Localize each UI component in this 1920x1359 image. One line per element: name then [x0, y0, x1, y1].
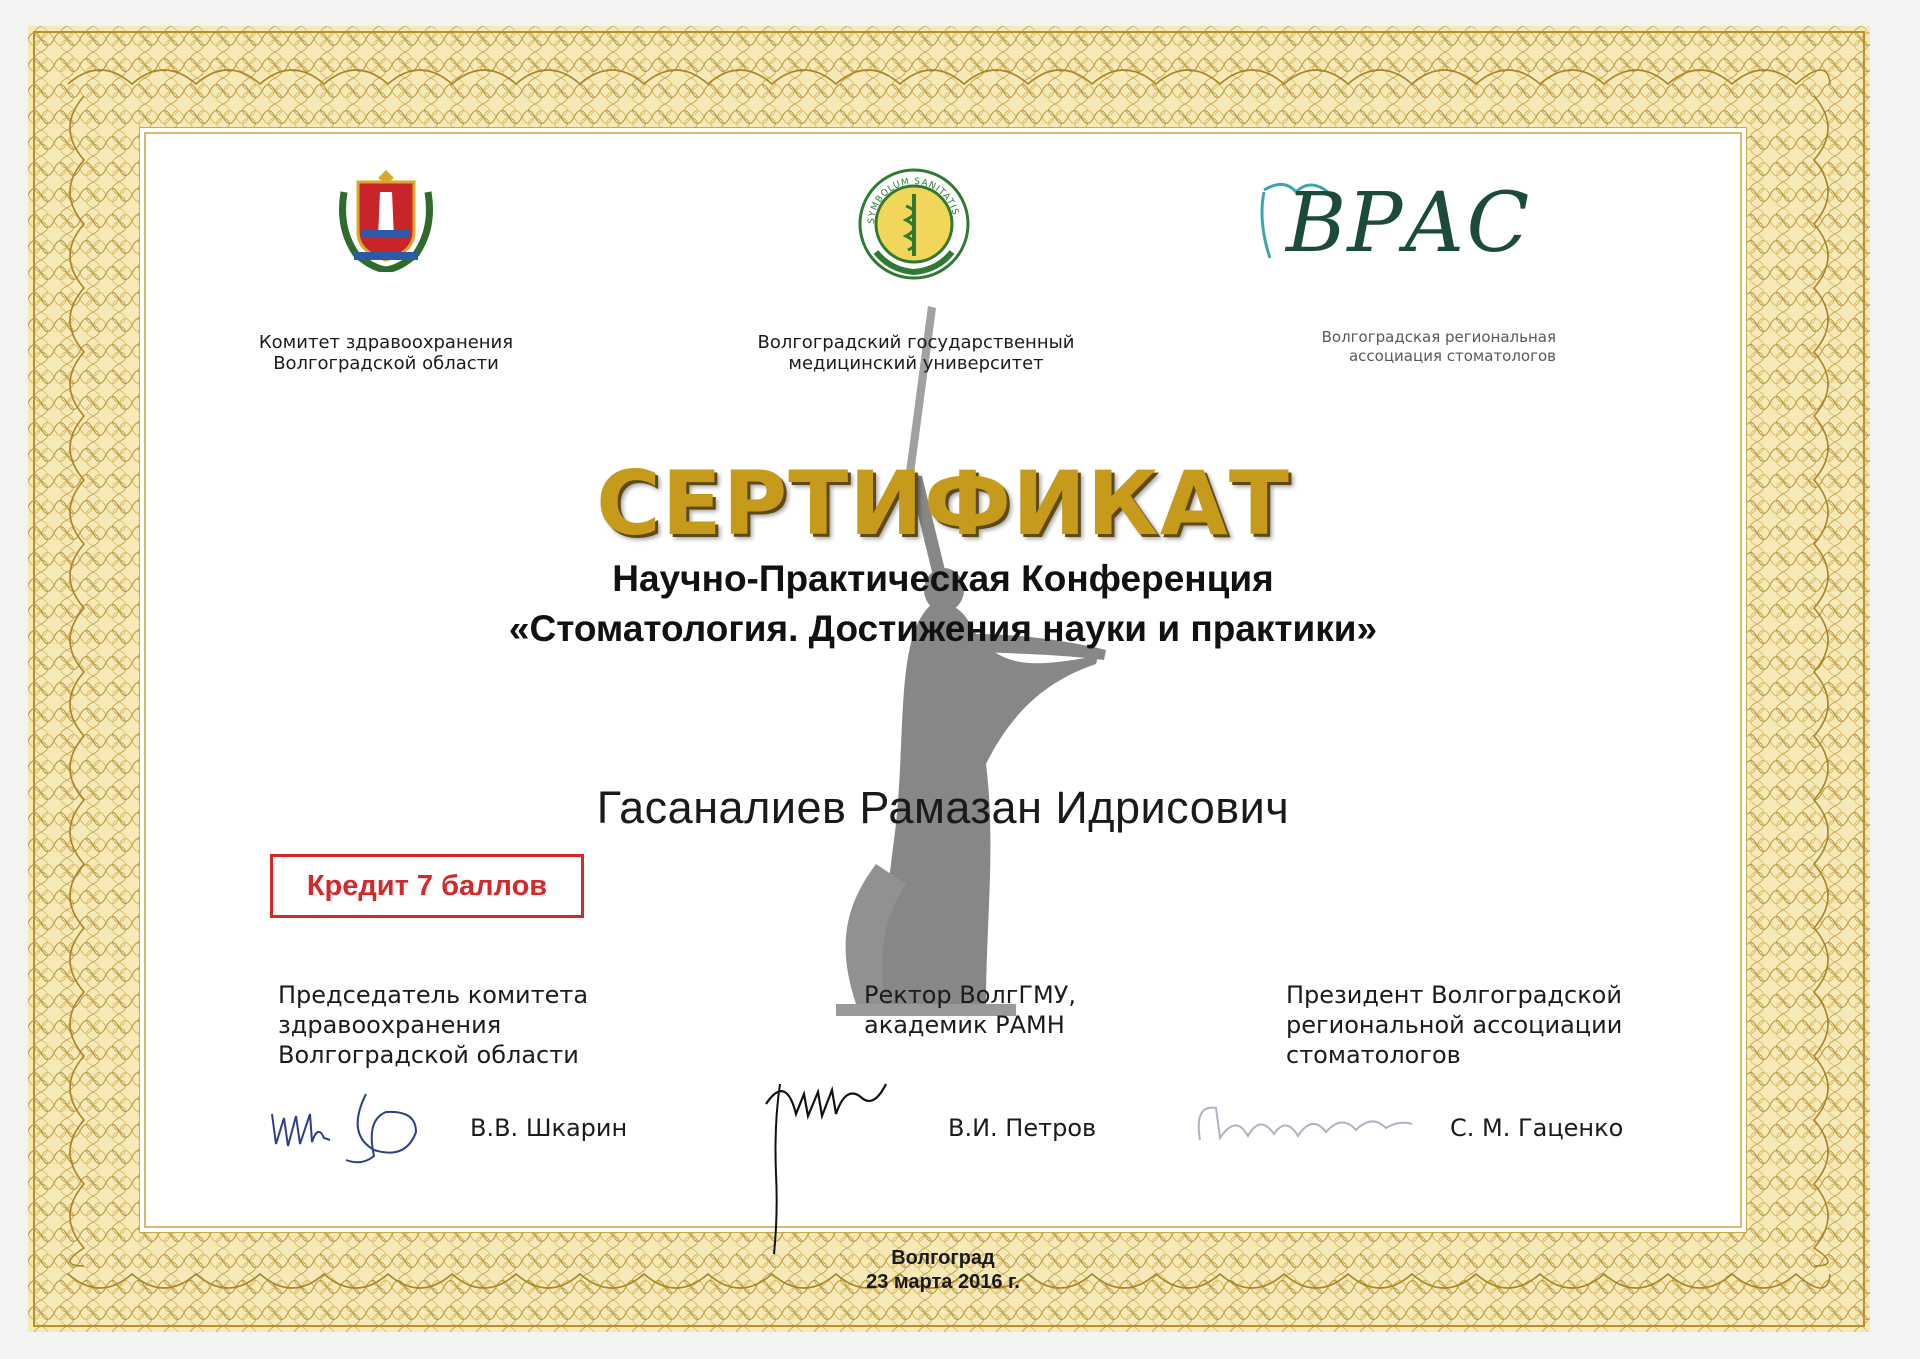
signatory-2-name: В.И. Петров	[948, 1114, 1097, 1142]
signatory-1-name: В.В. Шкарин	[470, 1114, 628, 1142]
seal-motto: SYMBOLUM SANITATIS	[866, 176, 961, 225]
org-health-committee-name: Комитет здравоохранения Волгоградской области	[258, 332, 514, 374]
signatory-3-name: С. М. Гаценко	[1450, 1114, 1624, 1142]
certificate	[28, 26, 1870, 1332]
certificate-title: СЕРТИФИКАТ	[596, 452, 1290, 555]
signature-2	[746, 1054, 916, 1264]
statue-watermark	[836, 304, 1176, 1084]
signature-3	[1186, 1084, 1426, 1164]
place-date	[146, 1246, 1740, 1294]
credit-badge: Кредит 7 баллов	[270, 854, 584, 918]
signatory-2-title: Ректор ВолгГМУ, академик РАМН	[864, 981, 1076, 1039]
conference-title	[146, 554, 1740, 654]
city: Волгоград	[891, 1247, 995, 1269]
recipient-name: Гасаналиев Рамазан Идрисович	[596, 782, 1290, 833]
certificate-body	[146, 134, 1740, 1293]
org-university-name: Волгоградский государственный медицинский университет	[757, 332, 1075, 374]
signatory-1-title: Председатель комитета здравоохранения Волгоградской области	[278, 981, 589, 1069]
conference-line-1: Научно-Практическая Конференция	[612, 558, 1274, 599]
university-seal-icon	[856, 166, 972, 282]
issue-date: 23 марта 2016 г.	[866, 1271, 1020, 1293]
signatory-3-title: Президент Волгоградской региональной ассоциации стоматологов	[1286, 981, 1623, 1069]
coat-of-arms-icon	[336, 168, 436, 272]
signature-1	[266, 1074, 456, 1174]
org-dental-association-name: Волгоградская региональная ассоциация стоматологов	[1321, 328, 1556, 365]
conference-line-2: «Стоматология. Достижения науки и практики»	[508, 608, 1378, 649]
vras-logo-text: ВРАС	[1286, 176, 1531, 271]
